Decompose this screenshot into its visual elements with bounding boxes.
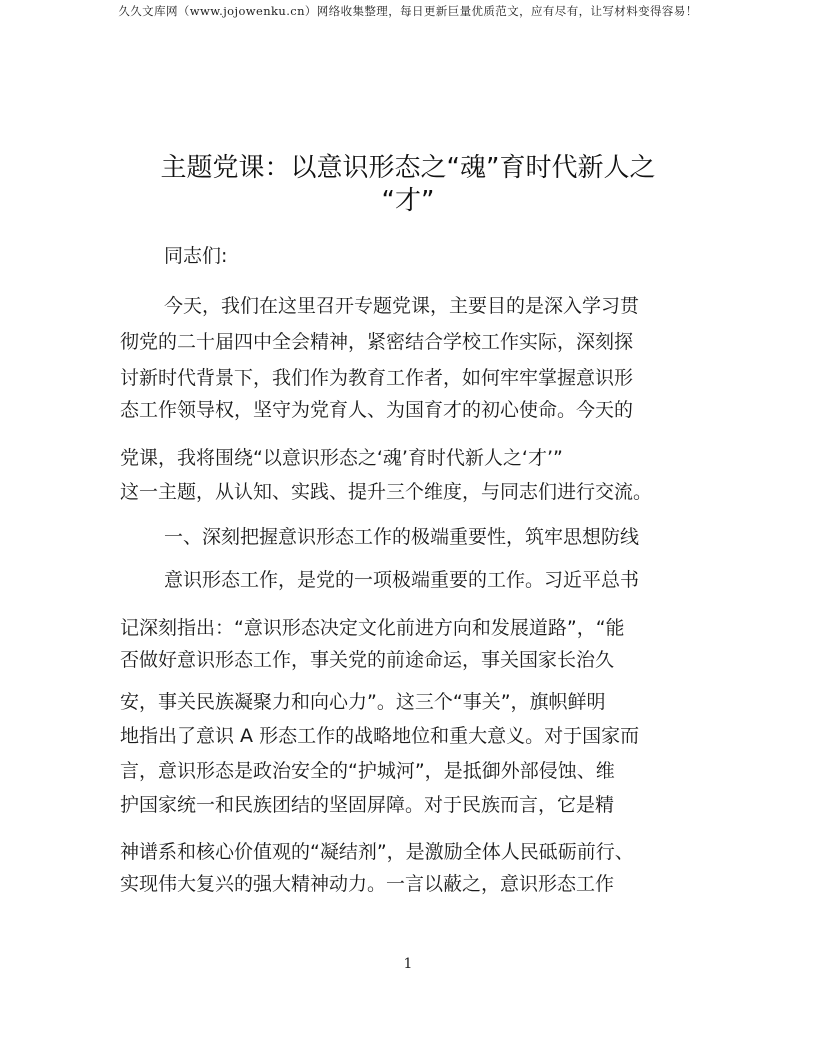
- title-line-1: 主题党课：以意识形态之“魂”育时代新人之: [160, 153, 656, 183]
- paragraph-line: 地指出了意识 A 形态工作的战略地位和重大意义。对于国家而: [120, 725, 640, 747]
- greeting: 同志们:: [164, 245, 228, 267]
- paragraph-line: 讨新时代背景下，我们作为教育工作者，如何牢牢掌握意识形: [120, 367, 634, 389]
- paragraph-line: 意识形态工作，是党的一项极端重要的工作。习近平总书: [164, 569, 640, 591]
- title-line-2: “才”: [381, 186, 435, 216]
- paragraph-line: 党课，我将围绕“以意识形态之‘魂’育时代新人之‘才’”: [120, 447, 563, 469]
- paragraph-line: 这一主题，从认知、实践、提升三个维度，与同志们进行交流。: [120, 481, 653, 503]
- document-title: [120, 152, 696, 218]
- paragraph-line: 护国家统一和民族团结的坚固屏障。对于民族而言，它是精: [120, 794, 615, 816]
- paragraph-line: 彻党的二十届四中全会精神，紧密结合学校工作实际，深刻探: [120, 331, 634, 353]
- paragraph-line: 否做好意识形态工作，事关党的前途命运，事关国家长治久: [120, 649, 615, 671]
- paragraph-line: 实现伟大复兴的强大精神动力。一言以蔽之，意识形态工作: [120, 873, 615, 895]
- paragraph-line: 态工作领导权，坚守为党育人、为国育才的初心使命。今天的: [120, 399, 634, 421]
- paragraph-line: 神谱系和核心价值观的“凝结剂”，是激励全体人民砥砺前行、: [120, 841, 634, 863]
- page-header: 久久文库网（www.jojowenku.cn）网络收集整理，每日更新巨量优质范文，应有尽有，让写材料变得容易！: [118, 4, 698, 18]
- paragraph-line: 安，事关民族凝聚力和向心力”。这三个“事关”，旗帜鲜明: [120, 691, 606, 713]
- page-number: 1: [403, 956, 413, 972]
- paragraph-line: 言，意识形态是政治安全的“护城河”，是抵御外部侵蚀、维: [120, 760, 615, 782]
- paragraph-line: 今天，我们在这里召开专题党课，主要目的是深入学习贯: [164, 295, 640, 317]
- paragraph-line: 记深刻指出：“意识形态决定文化前进方向和发展道路”，“能: [120, 617, 625, 639]
- section-heading: 一、深刻把握意识形态工作的极端重要性，筑牢思想防线: [164, 526, 640, 548]
